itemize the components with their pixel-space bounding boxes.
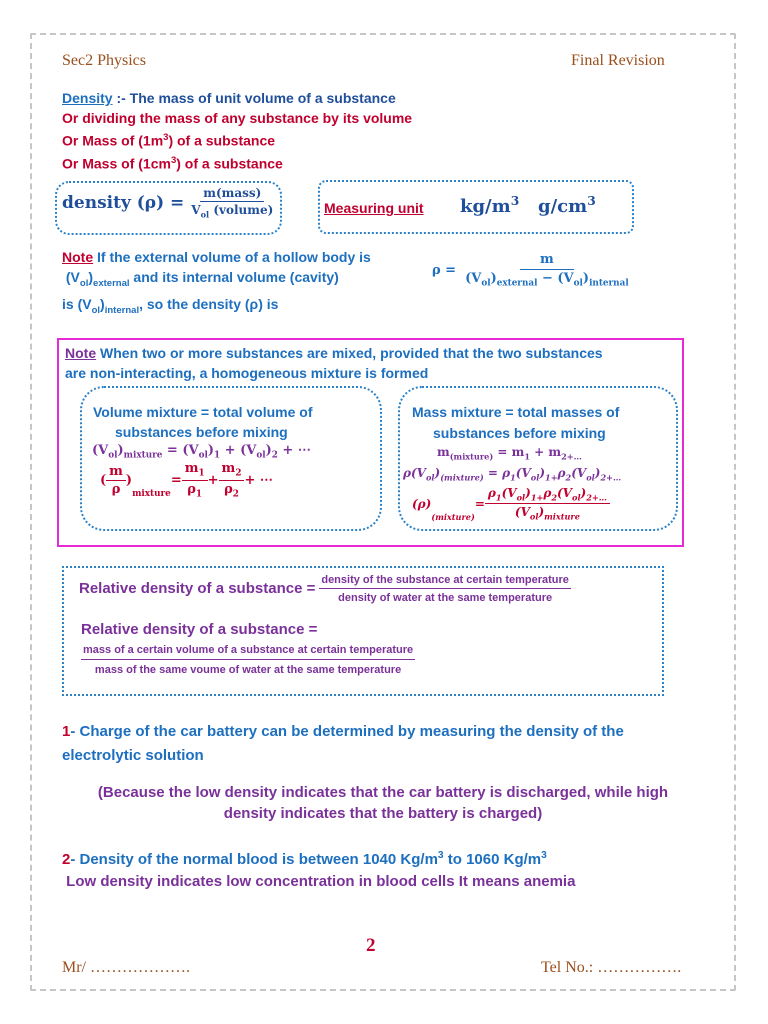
volume-mixture-equation: $(V_{ol})_{mixture} = (V_{ol})_1 + (V_{ol})_2$ + ⋯ xyxy=(92,443,311,461)
definition-line-1: :- The mass of unit volume of a substance xyxy=(112,90,396,106)
subject-header: Sec2 Physics xyxy=(62,52,146,69)
mass-mixture-equation: $m_{(mixture)} = m_1 + m_{2+\dots}$ xyxy=(437,445,582,462)
definition-line-4: Or Mass of $(1cm^3)$ of a substance xyxy=(62,155,283,172)
measuring-unit-values: $kg/m^3$ $g/cm^3$ xyxy=(460,194,596,217)
phone-field: Tel No.: ……………. xyxy=(541,959,682,976)
battery-application: 1- Charge of the car battery can be determined by measuring the density of the electrolytic solution xyxy=(62,723,624,764)
relative-density-label-2: Relative density of a substance = xyxy=(81,621,318,638)
relative-density-formula-2: mass of a certain volume of a substance at certain temperature mass of the same voume of water at the same temperature xyxy=(83,644,414,676)
density-definition xyxy=(62,89,412,174)
hollow-body-note: Note If the external volume of a hollow body is $(V_{ol})_{external}$ and its internal volume (cavity) is $(V_{ol})_{internal}$, so the density (ρ) is xyxy=(62,249,371,316)
measuring-unit-label: Measuring unit xyxy=(324,200,424,216)
battery-reason: (Because the low density indicates that the car battery is discharged, while high density indicates that the battery is charged) xyxy=(97,784,669,822)
density-term: Density xyxy=(62,90,113,106)
mixture-density-equation: (ρ) (mixture) = $\frac{\rho_1(V_{ol})_{1+}\rho_2(V_{ol})_{2+\dots}}{(V_{ol})_{mixture}}$ xyxy=(412,486,610,522)
density-volume-mixture-equation: $\rho(V_{ol})_{(mixture)} = \rho_1(V_{ol})_{1+}\rho_2(V_{ol})_{2+\dots}$ xyxy=(403,466,622,483)
density-formula: density (ρ) = $\frac{\text{m(mass)}}{V_{ol} (volume)}$ xyxy=(62,186,274,220)
definition-line-3: Or Mass of $(1m^3)$ of a substance xyxy=(62,132,276,149)
relative-density-formula-1: Relative density of a substance = $\frac{\text{density of the substance at certain temperature}}{\text{density of water at the same temperature}}$ xyxy=(79,574,569,604)
mixture-note: Note When two or more substances are mixed, provided that the two substances are non-interacting, a homogeneous mixture is formed xyxy=(65,345,603,381)
hollow-density-formula: ρ = $\frac{m}{(V_{ol})_{external} - (V_{ol})_{internal}}$ xyxy=(432,252,629,289)
mass-over-density-equation: ( $\frac{m}{\rho}$ ) mixture = $\frac{m_1}{\rho_1}$ + $\frac{m_2}{\rho_2}$ + ⋯ xyxy=(100,461,273,500)
teacher-field: Mr/ ………………. xyxy=(62,959,190,976)
blood-application: 2- Density of the normal blood is between 1040 $Kg/m^3$ to 1060 $Kg/m^3$ Low density indicates low concentration in blood cells It means anemia xyxy=(62,850,576,890)
page-number: 2 xyxy=(366,935,376,956)
mass-mixture-line-1: Mass mixture = total masses of xyxy=(412,404,620,420)
volume-mixture-line-1: Volume mixture = total volume of xyxy=(93,404,313,420)
mass-mixture-line-2: substances before mixing xyxy=(433,425,606,441)
revision-header: Final Revision xyxy=(571,52,665,69)
volume-mixture-line-2: substances before mixing xyxy=(115,424,288,440)
definition-line-2: Or dividing the mass of any substance by its volume xyxy=(62,109,413,126)
